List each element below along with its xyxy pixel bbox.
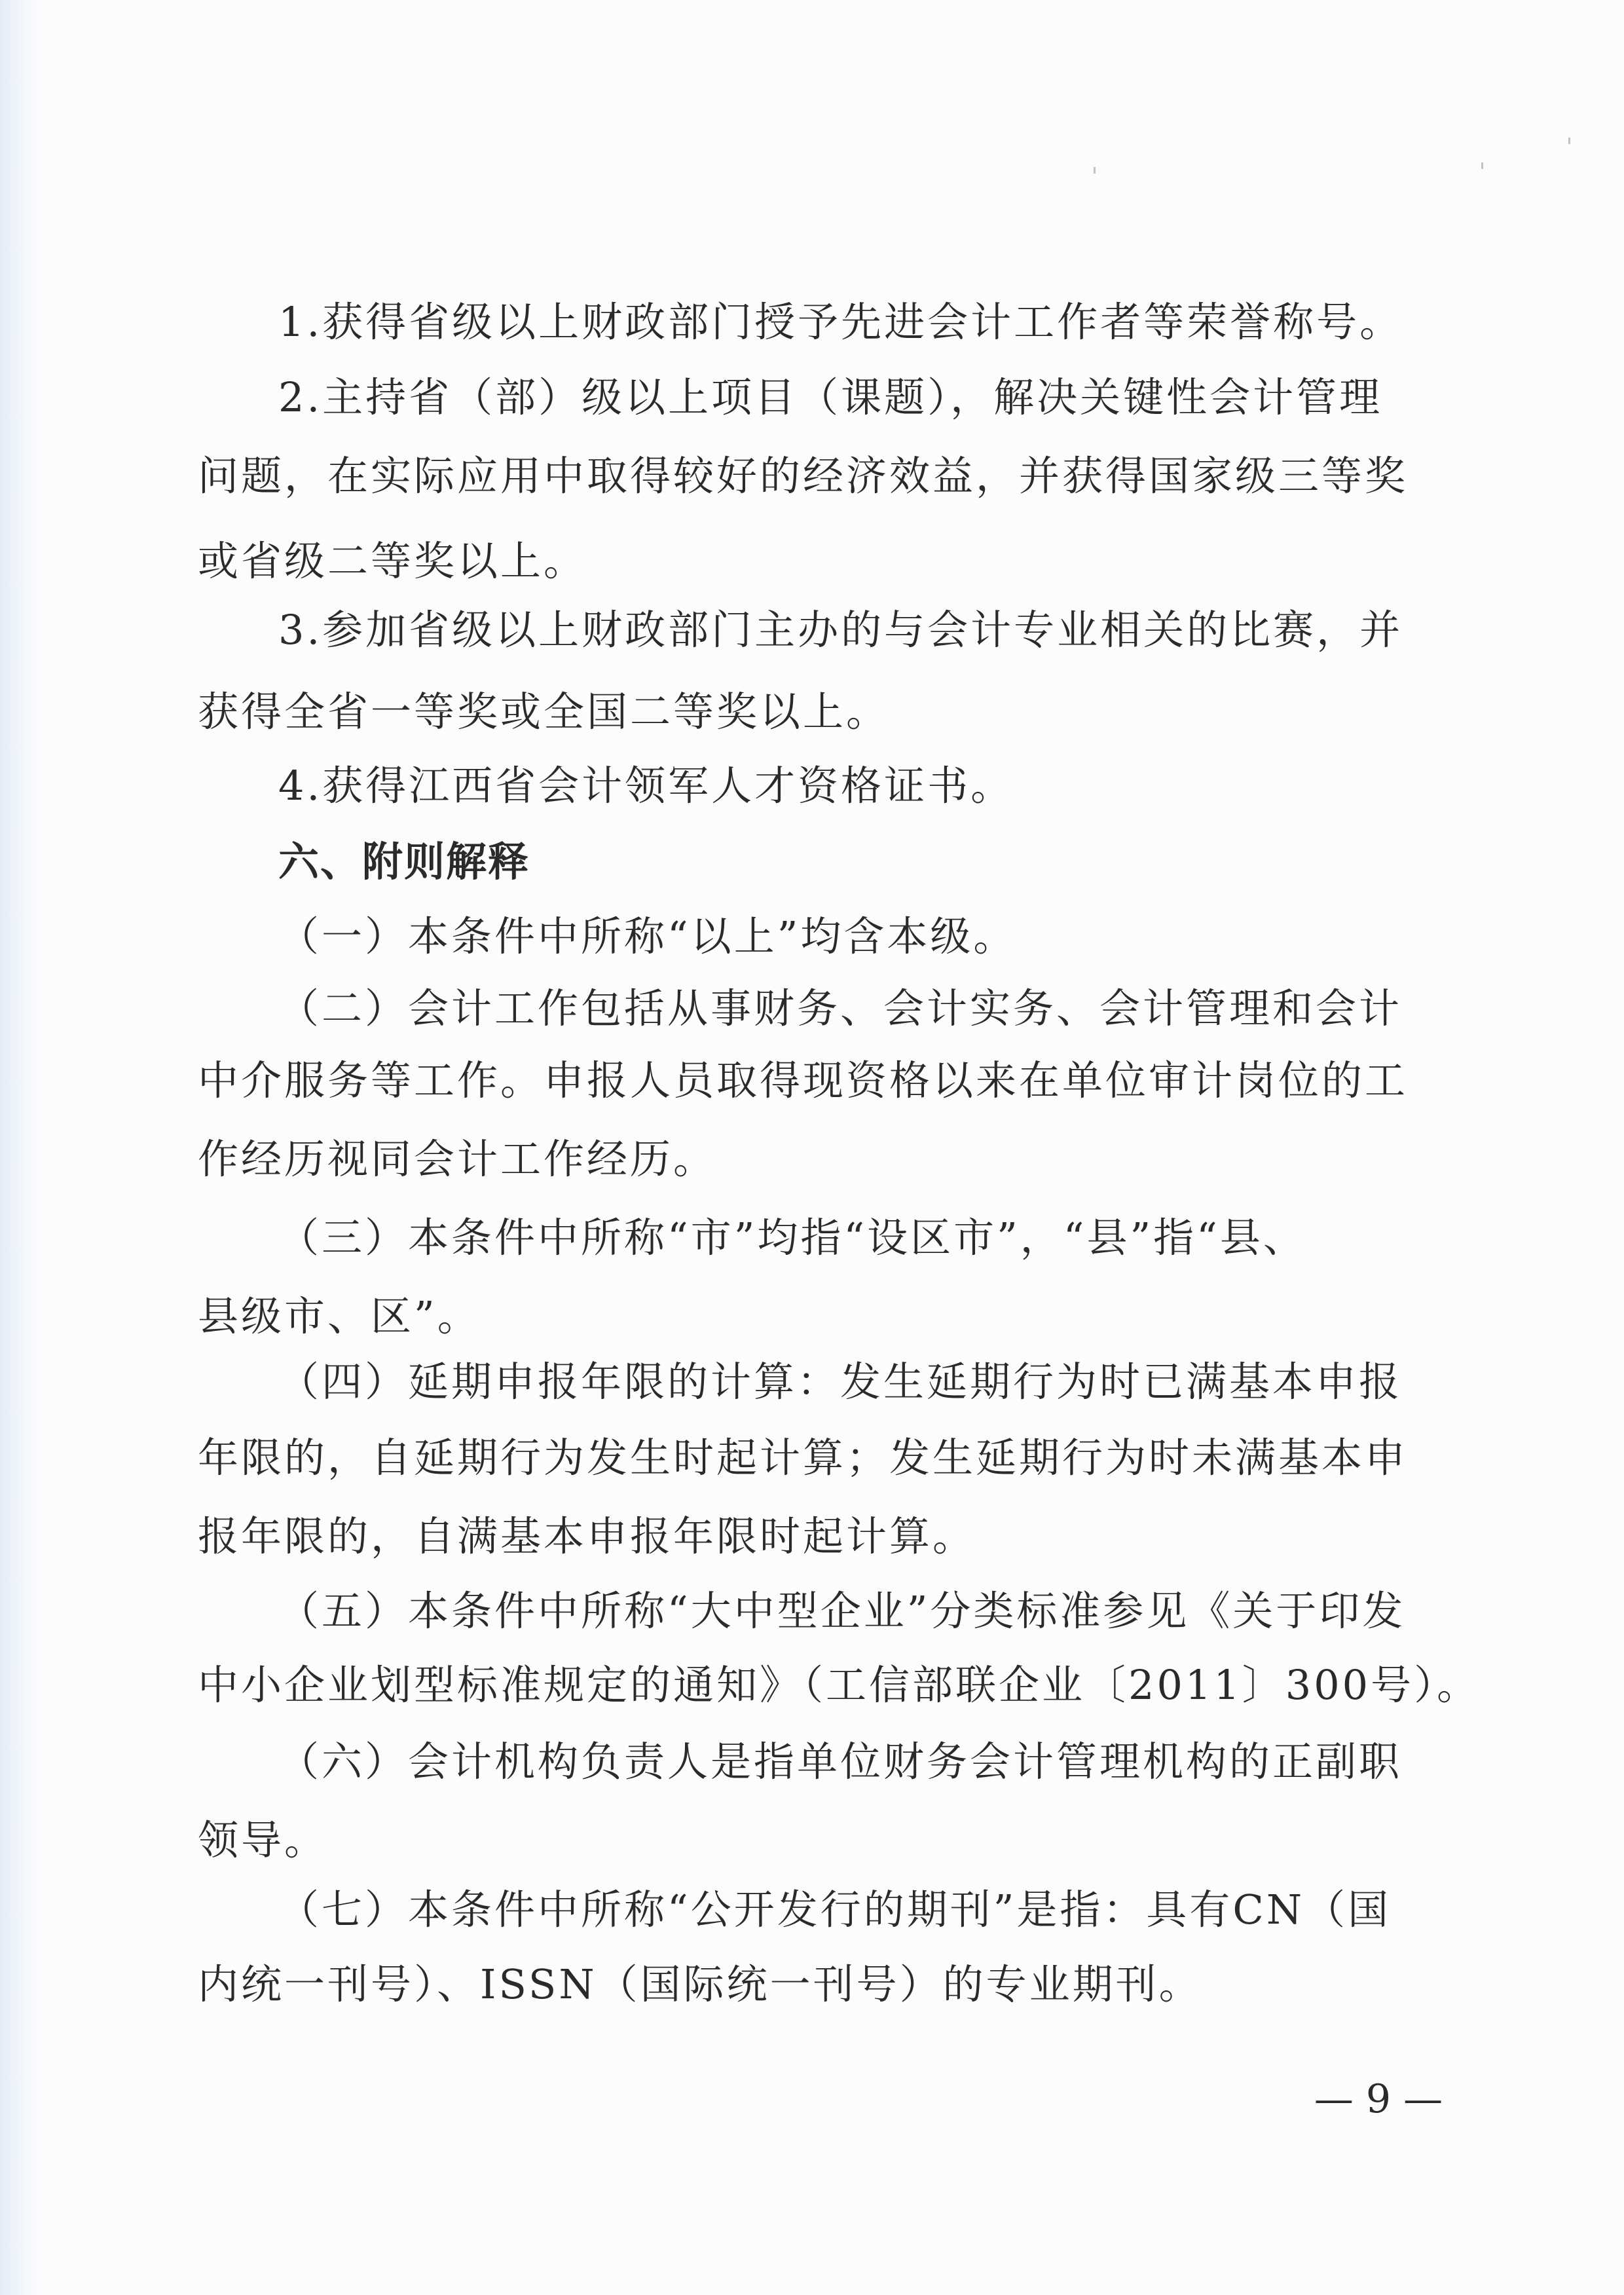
scan-speck bbox=[1094, 167, 1096, 174]
clause-2-line-2: 中介服务等工作。申报人员取得现资格以来在单位审计岗位的工 bbox=[198, 1056, 1409, 1104]
item-4-line: 4.获得江西省会计领军人才资格证书。 bbox=[278, 762, 1014, 810]
item-2-line-2: 问题，在实际应用中取得较好的经济效益，并获得国家级三等奖 bbox=[198, 452, 1409, 500]
item-2-line-3: 或省级二等奖以上。 bbox=[198, 537, 587, 585]
clause-2-line-3: 作经历视同会计工作经历。 bbox=[198, 1135, 717, 1183]
item-3-line-1: 3.参加省级以上财政部门主办的与会计专业相关的比赛，并 bbox=[278, 606, 1403, 654]
clause-3-line-2: 县级市、区”。 bbox=[198, 1292, 481, 1340]
clause-7-line-1: （七）本条件中所称“公开发行的期刊”是指：具有CN（国 bbox=[278, 1886, 1392, 1933]
clause-3-line-1: （三）本条件中所称“市”均指“设区市”，“县”指“县、 bbox=[278, 1214, 1306, 1261]
clause-4-line-3: 报年限的，自满基本申报年限时起计算。 bbox=[198, 1512, 976, 1560]
scan-speck bbox=[1568, 138, 1570, 144]
item-2-line-1: 2.主持省（部）级以上项目（课题），解决关键性会计管理 bbox=[278, 373, 1383, 421]
page-number: — 9 — bbox=[1314, 2076, 1443, 2122]
scan-speck bbox=[1481, 162, 1483, 169]
clause-4-line-2: 年限的，自延期行为发生时起计算；发生延期行为时未满基本申 bbox=[198, 1434, 1409, 1482]
clause-7-line-2: 内统一刊号）、ISSN（国际统一刊号）的专业期刊。 bbox=[198, 1960, 1202, 2008]
clause-4-line-1: （四）延期申报年限的计算：发生延期行为时已满基本申报 bbox=[278, 1358, 1403, 1406]
section-heading: 六、附则解释 bbox=[278, 838, 530, 886]
clause-5-line-2: 中小企业划型标准规定的通知》（工信部联企业〔2011〕300号）。 bbox=[198, 1661, 1481, 1709]
clause-2-line-1: （二）会计工作包括从事财务、会计实务、会计管理和会计 bbox=[278, 984, 1403, 1032]
clause-6-line-2: 领导。 bbox=[198, 1816, 328, 1864]
item-1-line: 1.获得省级以上财政部门授予先进会计工作者等荣誉称号。 bbox=[278, 298, 1403, 346]
clause-5-line-1: （五）本条件中所称“大中型企业”分类标准参见《关于印发 bbox=[278, 1587, 1406, 1635]
clause-1-line: （一）本条件中所称“以上”均含本级。 bbox=[278, 912, 1017, 960]
item-3-line-2: 获得全省一等奖或全国二等奖以上。 bbox=[198, 688, 890, 736]
clause-6-line-1: （六）会计机构负责人是指单位财务会计管理机构的正副职 bbox=[278, 1738, 1403, 1785]
